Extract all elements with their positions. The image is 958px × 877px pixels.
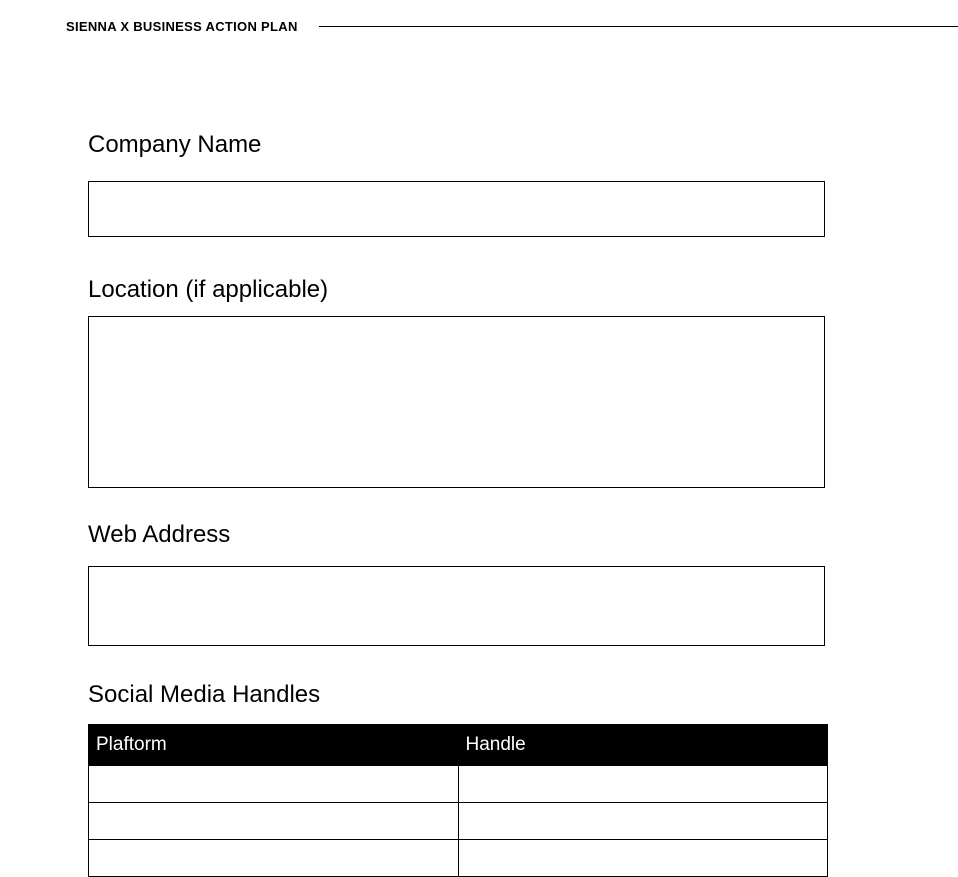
platform-cell[interactable]	[89, 840, 459, 877]
location-label: Location (if applicable)	[88, 276, 329, 303]
handle-cell[interactable]	[458, 803, 828, 840]
company-name-label: Company Name	[88, 131, 262, 158]
web-address-field[interactable]	[88, 566, 825, 646]
platform-cell[interactable]	[89, 766, 459, 803]
document-title: SIENNA X BUSINESS ACTION PLAN	[66, 18, 298, 34]
location-field[interactable]	[88, 316, 825, 488]
page-header	[66, 17, 958, 35]
table-row	[89, 840, 828, 877]
web-address-label: Web Address	[88, 521, 231, 548]
column-header-handle: Handle	[458, 725, 828, 766]
header-divider	[319, 26, 958, 27]
handle-cell[interactable]	[458, 766, 828, 803]
table-row	[89, 803, 828, 840]
table-header-row	[89, 725, 828, 766]
handle-cell[interactable]	[458, 840, 828, 877]
social-media-table	[88, 724, 828, 877]
column-header-platform: Plaftorm	[89, 725, 459, 766]
platform-cell[interactable]	[89, 803, 459, 840]
social-media-label: Social Media Handles	[88, 681, 321, 708]
company-name-field[interactable]	[88, 181, 825, 237]
table-row	[89, 766, 828, 803]
